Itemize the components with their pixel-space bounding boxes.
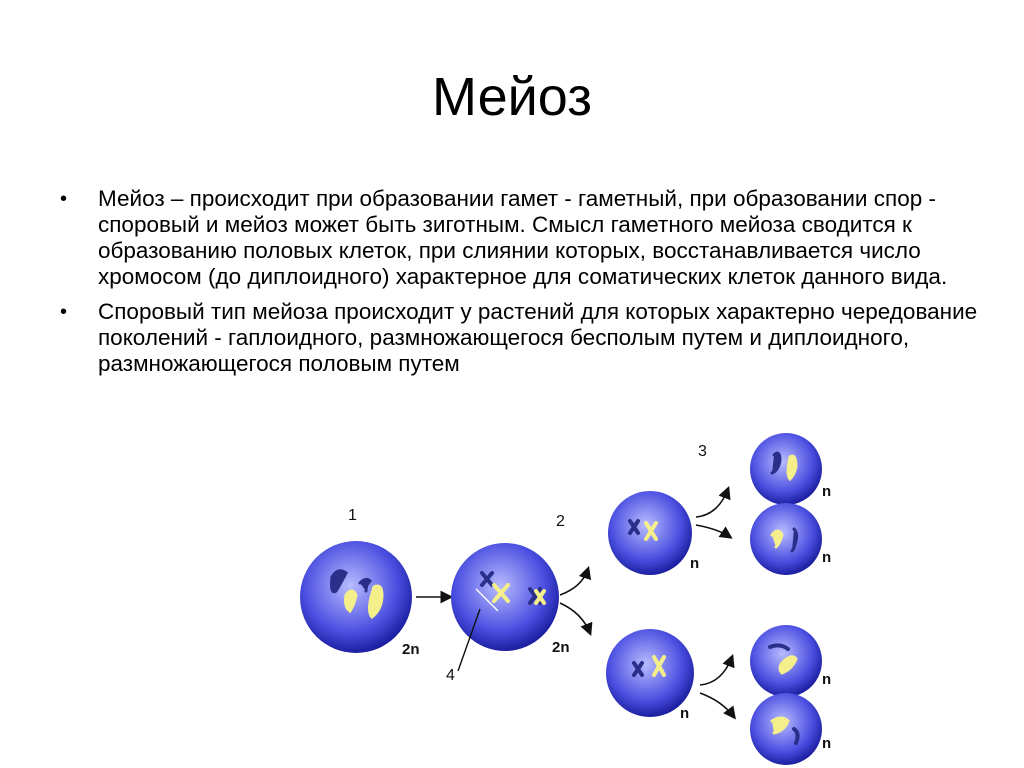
ploidy-label-n: n — [680, 705, 690, 722]
slide-title: Мейоз — [432, 67, 592, 127]
arrow-icon — [696, 525, 730, 537]
cell-body — [750, 433, 822, 505]
gamete-cell-2 — [750, 503, 822, 575]
ploidy-label-n: n — [822, 483, 832, 500]
ploidy-label-n: n — [822, 735, 832, 752]
ploidy-label-2n: 2n — [402, 641, 420, 658]
stage-label-2: 2 — [556, 513, 565, 530]
gamete-cell-3 — [750, 625, 822, 697]
gamete-cell-4 — [750, 693, 822, 765]
cell-prophase — [451, 543, 559, 651]
ploidy-label-n: n — [822, 671, 832, 688]
bullet-item — [60, 299, 980, 377]
bullet-dot-icon: • — [60, 301, 68, 323]
cell-parent — [300, 541, 412, 653]
bullet-list — [60, 186, 980, 386]
cell-body — [750, 693, 822, 765]
arrow-icon — [560, 603, 590, 633]
bullet-item — [60, 186, 980, 290]
arrow-icon — [560, 569, 588, 595]
stage-label-4: 4 — [446, 667, 455, 684]
ploidy-label-2n: 2n — [552, 639, 570, 656]
arrow-icon — [696, 489, 728, 517]
bullet-text: Мейоз – происходит при образовании гамет - гаметный, при образовании спор - споровый и мейоз может быть зиготным. Смысл гаметного мейоза сводится к образованию половых клеток, при слиянии которых, восстанавливается число хромосом (до диплоидного) характерное для соматических клеток данного вида. — [98, 186, 948, 289]
stage-label-1: 1 — [348, 507, 357, 524]
arrow-icon — [700, 693, 734, 717]
bullet-dot-icon: • — [60, 188, 68, 210]
cell-haploid-top — [608, 491, 692, 575]
gamete-cell-1 — [750, 433, 822, 505]
cell-haploid-bottom — [606, 629, 694, 717]
ploidy-label-n: n — [690, 555, 700, 572]
stage-label-3: 3 — [698, 443, 707, 460]
bullet-text: Споровый тип мейоза происходит у растений для которых характерно чередование поколений - гаплоидного, размножающегося бесполым путем и диплоидного, размножающегося половым путем — [98, 299, 978, 376]
cell-body — [750, 503, 822, 575]
cell-body — [606, 629, 694, 717]
ploidy-label-n: n — [822, 549, 832, 566]
meiosis-diagram-canvas — [290, 425, 850, 768]
meiosis-diagram — [290, 425, 850, 768]
arrow-icon — [700, 657, 732, 685]
